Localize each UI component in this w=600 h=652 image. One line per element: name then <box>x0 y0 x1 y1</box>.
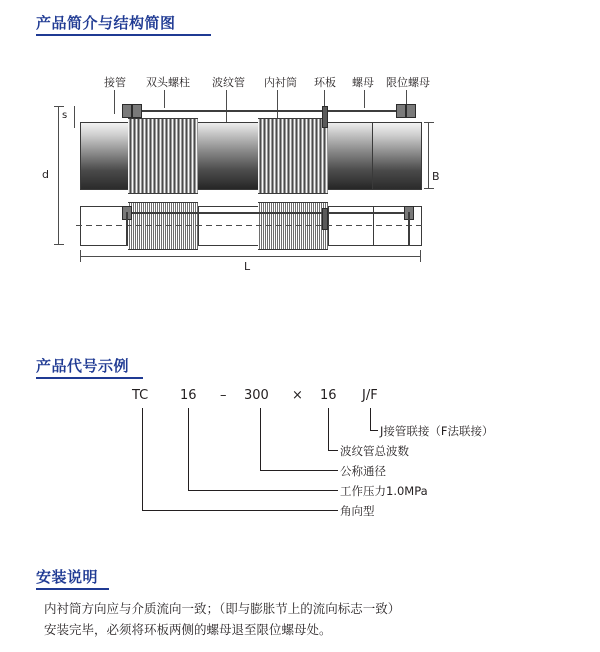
product-structure-diagram <box>36 60 564 290</box>
tie-rod-lower <box>124 212 414 214</box>
dim-d-line <box>58 106 59 244</box>
ring-plate-upper <box>322 106 328 128</box>
dim-b-line <box>428 122 429 188</box>
code-desc-joint: J接管联接（F法联接） <box>380 424 494 438</box>
callout-label-ring-plate: 环板 <box>314 76 336 89</box>
section-rule-code <box>36 377 143 379</box>
callout-label-bellows: 波纹管 <box>212 76 245 89</box>
code-run-diameter <box>260 470 338 471</box>
section-rule-install <box>36 588 109 590</box>
code-leader-pressure <box>188 408 189 490</box>
tie-rod-drop-right <box>408 212 410 246</box>
section-title-install: 安装说明 <box>36 569 99 586</box>
ring-plate-lower <box>322 208 328 230</box>
code-run-type <box>142 510 338 511</box>
installation-note-1: 内衬筒方向应与介质流向一致；（即与膨胀节上的流向标志一致） <box>44 601 401 616</box>
code-desc-waves: 波纹管总波数 <box>340 444 409 458</box>
dim-l-tick-right <box>420 250 421 262</box>
code-desc-pressure: 工作压力1.0MPa <box>340 484 428 498</box>
dimension-label-s: s <box>62 110 68 121</box>
callout-label-liner: 内衬筒 <box>264 76 297 89</box>
code-run-joint <box>370 430 378 431</box>
nut-upper-right <box>396 104 406 118</box>
nut-upper-left-2 <box>132 104 142 118</box>
leader-line-nut <box>364 90 365 108</box>
dim-b-tick-top <box>424 122 434 123</box>
code-token-type: TC <box>132 388 149 403</box>
dimension-label-b: B <box>432 170 440 183</box>
section-title-code: 产品代号示例 <box>36 358 130 375</box>
code-run-waves <box>328 450 338 451</box>
callout-label-limit-nut: 限位螺母 <box>386 76 430 89</box>
section-centerline <box>76 225 426 226</box>
section-rule-intro <box>36 34 211 36</box>
tie-rod-upper <box>124 110 414 112</box>
dim-d-tick-top <box>54 106 64 107</box>
product-code-diagram <box>36 382 564 542</box>
code-leader-type <box>142 408 143 510</box>
dim-b-tick-bottom <box>424 188 434 189</box>
leader-line-stud-bolt <box>164 90 165 108</box>
pipe-center <box>198 122 258 190</box>
code-run-pressure <box>188 490 338 491</box>
code-desc-type: 角向型 <box>340 504 375 518</box>
bellows-right <box>258 118 328 194</box>
pipe-center-right <box>328 122 372 190</box>
code-leader-waves <box>328 408 329 450</box>
installation-notes <box>44 598 564 640</box>
dim-l-line <box>80 256 420 257</box>
dimension-label-l: L <box>244 260 251 273</box>
tie-rod-drop-left <box>126 212 128 246</box>
nut-upper-right-2 <box>406 104 416 118</box>
code-token-diameter: 300 <box>244 388 269 403</box>
callout-label-stud-bolt: 双头螺柱 <box>146 76 190 89</box>
section-bellows-left <box>128 202 198 250</box>
code-token-waves: 16 <box>320 388 337 403</box>
dimension-label-d: d <box>42 168 49 181</box>
code-token-pressure: 16 <box>180 388 197 403</box>
installation-note-2: 安装完毕，必须将环板两侧的螺母退至限位螺母处。 <box>44 622 332 637</box>
section-bellows-right <box>258 202 328 250</box>
bellows-left <box>128 118 198 194</box>
dim-s-line <box>74 106 75 128</box>
pipe-right-end <box>372 122 422 190</box>
dim-l-tick-left <box>80 250 81 262</box>
code-token-times: × <box>292 388 303 403</box>
callout-label-nut: 螺母 <box>352 76 374 89</box>
code-leader-diameter <box>260 408 261 470</box>
leader-line-connector <box>114 90 115 114</box>
nut-upper-left <box>122 104 132 118</box>
code-leader-joint <box>370 408 371 430</box>
section-title-intro: 产品简介与结构简图 <box>36 15 176 32</box>
callout-label-connector: 接管 <box>104 76 126 89</box>
code-token-joint: J/F <box>362 388 378 403</box>
pipe-left-end <box>80 122 130 190</box>
code-desc-diameter: 公称通径 <box>340 464 386 478</box>
dim-d-tick-bottom <box>54 244 64 245</box>
code-token-dash: – <box>220 388 227 403</box>
